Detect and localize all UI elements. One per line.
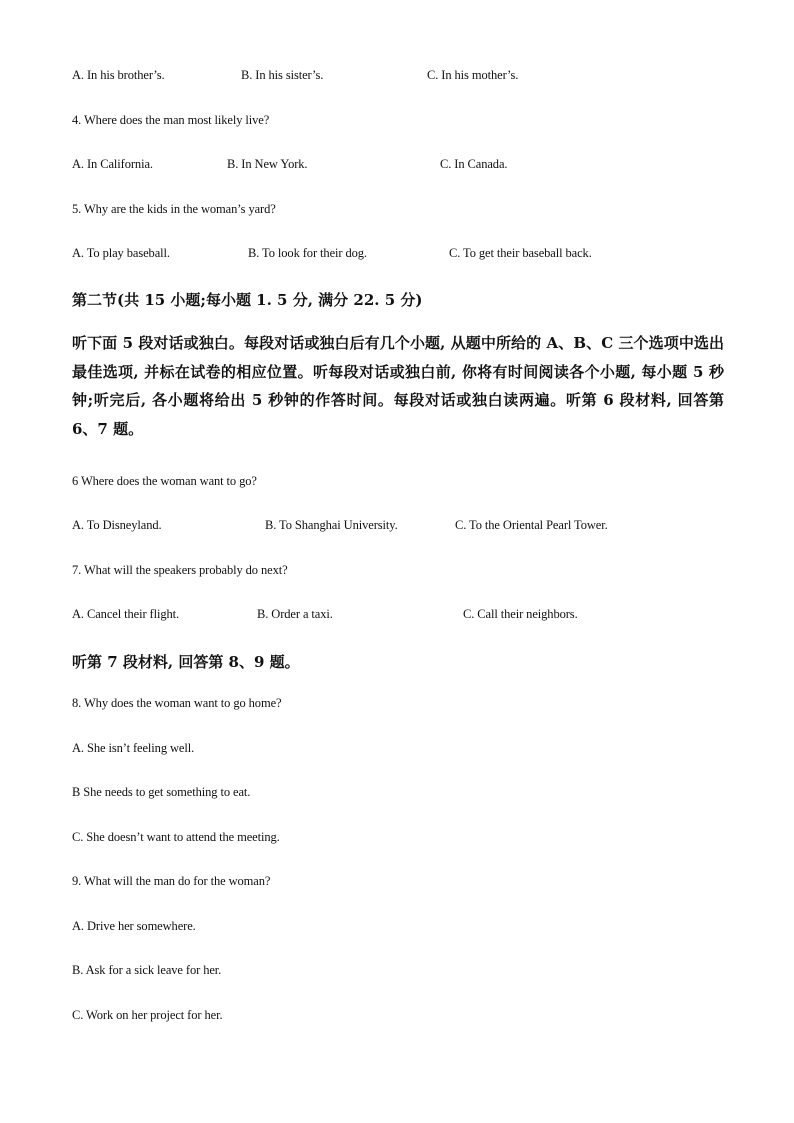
q9-option-a: A. Drive her somewhere. (72, 919, 196, 933)
q9-option-c: C. Work on her project for her. (72, 1008, 223, 1022)
q6-option-b: B. To Shanghai University. (265, 518, 398, 532)
q6-option-a: A. To Disneyland. (72, 518, 162, 532)
section-2-instructions: 听下面 5 段对话或独白。每段对话或独白后有几个小题, 从题中所给的 A、B、C 三个选项中选出最佳选项, 并标在试卷的相应位置。听每段对话或独白前, 你将有时间阅读各个小题, 每小题 5 秒钟;听完后, 各小题将给出 5 秒钟的作答时间。每段对话或独白读两遍。听第 6 段材料, 回答第 6、7 题。 (72, 334, 724, 438)
q4-option-a: A. In California. (72, 157, 153, 171)
q7-question: 7. What will the speakers probably do next? (72, 563, 288, 577)
q4-option-b: B. In New York. (227, 157, 308, 171)
q3-option-a: A. In his brother’s. (72, 68, 165, 82)
q8-option-c: C. She doesn’t want to attend the meeting. (72, 830, 280, 844)
q8-option-b: B She needs to get something to eat. (72, 785, 251, 799)
q3-option-b: B. In his sister’s. (241, 68, 324, 82)
q7-option-b: B. Order a taxi. (257, 607, 333, 621)
q5-option-a: A. To play baseball. (72, 246, 170, 260)
q7-option-a: A. Cancel their flight. (72, 607, 180, 621)
q7-option-c: C. Call their neighbors. (463, 607, 578, 621)
q8-question: 8. Why does the woman want to go home? (72, 696, 282, 710)
q5-option-b: B. To look for their dog. (248, 246, 367, 260)
section-2-heading: 第二节(共 15 小题;每小题 1. 5 分, 满分 22. 5 分) (72, 291, 423, 309)
q8-option-a: A. She isn’t feeling well. (72, 741, 195, 755)
q3-option-c: C. In his mother’s. (427, 68, 519, 82)
q5-option-c: C. To get their baseball back. (449, 246, 592, 260)
q9-option-b: B. Ask for a sick leave for her. (72, 963, 222, 977)
q6-question: 6 Where does the woman want to go? (72, 474, 257, 488)
material-7-heading: 听第 7 段材料, 回答第 8、9 题。 (72, 653, 300, 671)
q4-question: 4. Where does the man most likely live? (72, 113, 270, 127)
q5-question: 5. Why are the kids in the woman’s yard? (72, 202, 276, 216)
q4-option-c: C. In Canada. (440, 157, 508, 171)
q9-question: 9. What will the man do for the woman? (72, 874, 271, 888)
q6-option-c: C. To the Oriental Pearl Tower. (455, 518, 608, 532)
